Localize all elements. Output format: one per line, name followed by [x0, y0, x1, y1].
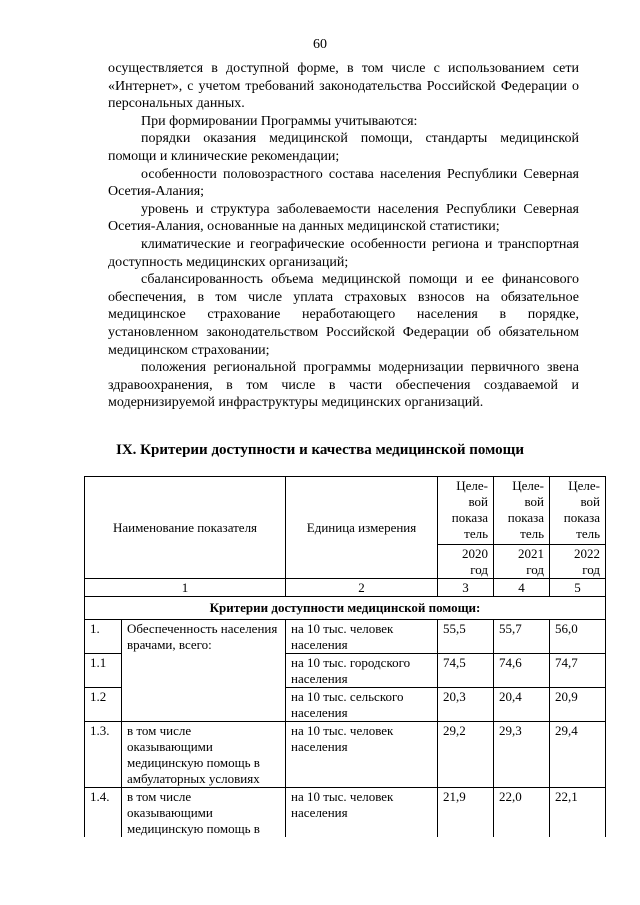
value-2021: 20,4 — [494, 688, 550, 722]
value-2021: 22,0 — [494, 788, 550, 838]
header-target: Целе-вой показа тель — [550, 477, 606, 545]
unit-cell: на 10 тыс. сельского населения — [286, 688, 438, 722]
column-number: 3 — [438, 579, 494, 597]
header-unit: Единица измерения — [286, 477, 438, 579]
page-number: 60 — [313, 37, 327, 52]
paragraph: осуществляется в доступной форме, в том числе с использованием сети «Интернет», с учетом требований законодательства Российской Федерации о персональных данных. — [108, 61, 579, 112]
value-2022: 22,1 — [550, 788, 606, 838]
paragraph: положения региональной программы модернизации первичного звена здравоохранения, в том числе в части обеспечения создаваемой и модернизируемой инфраструктуры медицинских организаций. — [108, 360, 579, 411]
indicator-name: Обеспеченность населения врачами, всего: — [122, 620, 286, 722]
indicator-name: в том числе оказывающими медицинскую помощь в амбулаторных условиях — [122, 722, 286, 788]
header-year-2020: 2020 год — [438, 545, 494, 579]
unit-cell: на 10 тыс. городского населения — [286, 654, 438, 688]
row-number: 1.4. — [85, 788, 122, 838]
paragraph: уровень и структура заболеваемости населения Республики Северная Осетия-Алания, основанные на данных медицинской статистики; — [108, 201, 579, 235]
header-target: Целе-вой показа тель — [438, 477, 494, 545]
indicator-name: в том числе оказывающими медицинскую помощь в — [122, 788, 286, 838]
column-number: 5 — [550, 579, 606, 597]
value-2020: 74,5 — [438, 654, 494, 688]
paragraph: сбалансированность объема медицинской помощи и ее финансового обеспечения, в том числе уплата страховых взносов на обязательное медицинское страхование неработающего населения в порядке, установленном законодательством Российской Федерации об обязательном медицинском страховании; — [108, 272, 579, 358]
value-2020: 21,9 — [438, 788, 494, 838]
value-2022: 20,9 — [550, 688, 606, 722]
criteria-table — [84, 476, 606, 837]
value-2022: 29,4 — [550, 722, 606, 788]
value-2021: 55,7 — [494, 620, 550, 654]
unit-cell: на 10 тыс. человек населения — [286, 722, 438, 788]
section-row-label: Критерии доступности медицинской помощи: — [85, 597, 606, 620]
value-2022: 74,7 — [550, 654, 606, 688]
section-row — [85, 597, 606, 620]
header-year-2022: 2022 год — [550, 545, 606, 579]
value-2020: 29,2 — [438, 722, 494, 788]
column-number-row — [85, 579, 606, 597]
header-indicator-name: Наименование показателя — [85, 477, 286, 579]
table-row — [85, 788, 606, 838]
paragraph: При формировании Программы учитываются: — [141, 113, 418, 129]
table-header-row — [85, 477, 606, 545]
body-text — [108, 60, 579, 412]
header-target: Целе-вой показа тель — [494, 477, 550, 545]
value-2022: 56,0 — [550, 620, 606, 654]
unit-cell: на 10 тыс. человек населения — [286, 620, 438, 654]
column-number: 2 — [286, 579, 438, 597]
row-number: 1. — [85, 620, 122, 654]
paragraph: особенности половозрастного состава населения Республики Северная Осетия-Алания; — [108, 166, 579, 200]
value-2021: 29,3 — [494, 722, 550, 788]
row-number: 1.2 — [85, 688, 122, 722]
row-number: 1.3. — [85, 722, 122, 788]
table-row — [85, 620, 606, 654]
paragraph: климатические и географические особенности региона и транспортная доступность медицинских организаций; — [108, 236, 579, 270]
value-2020: 55,5 — [438, 620, 494, 654]
value-2020: 20,3 — [438, 688, 494, 722]
header-year-2021: 2021 год — [494, 545, 550, 579]
paragraph: порядки оказания медицинской помощи, стандарты медицинской помощи и клинические рекомендации; — [108, 131, 579, 164]
section-title: IX. Критерии доступности и качества медицинской помощи — [116, 442, 524, 458]
column-number: 4 — [494, 579, 550, 597]
row-number: 1.1 — [85, 654, 122, 688]
value-2021: 74,6 — [494, 654, 550, 688]
table-row — [85, 722, 606, 788]
column-number: 1 — [85, 579, 286, 597]
unit-cell: на 10 тыс. человек населения — [286, 788, 438, 838]
